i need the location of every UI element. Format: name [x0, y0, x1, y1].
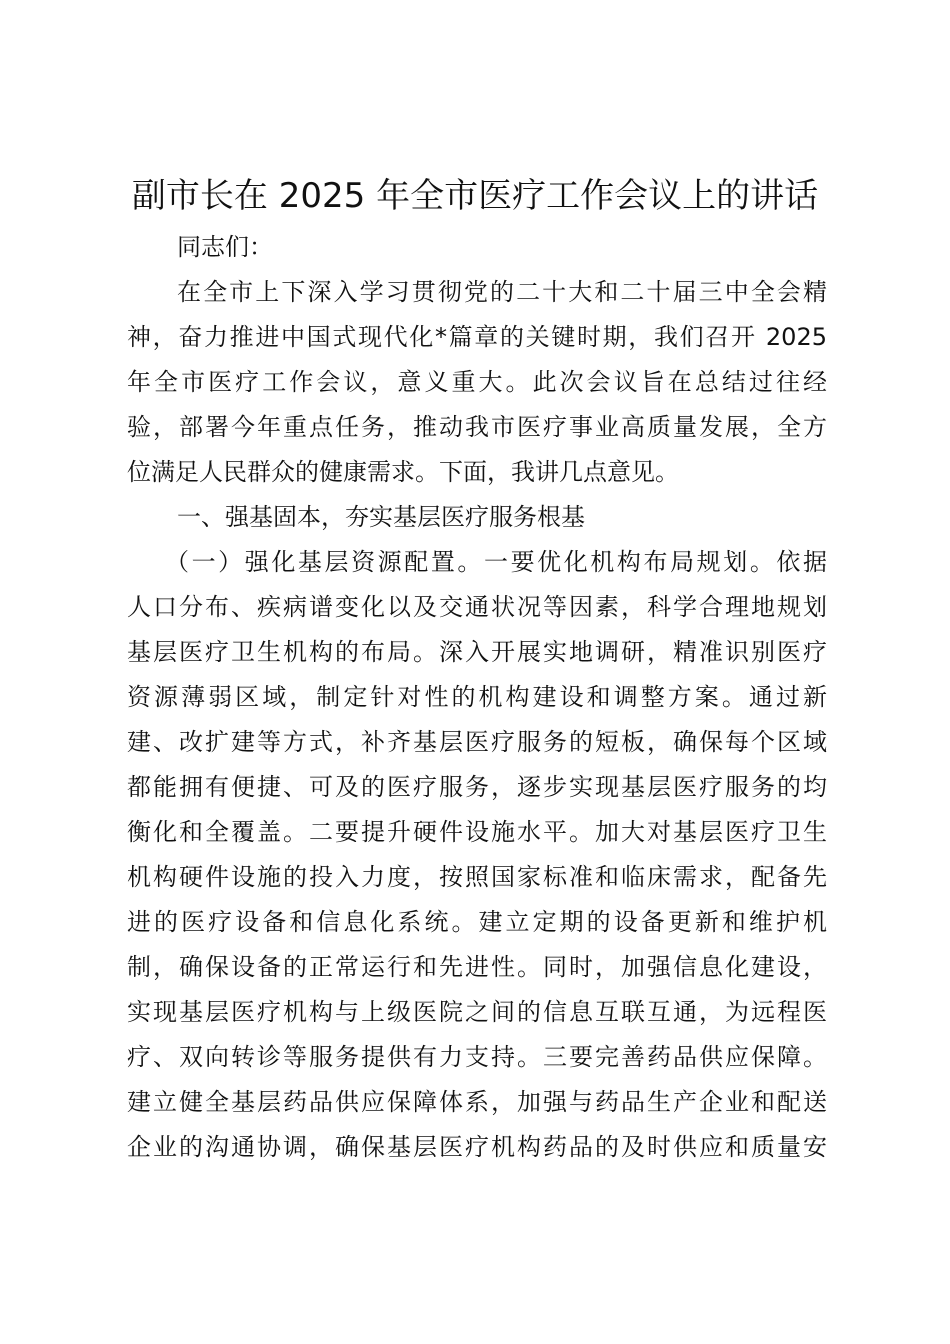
paragraph-line: 资源薄弱区域，制定针对性的机构建设和调整方案。通过新	[127, 683, 827, 711]
paragraph-line: 衡化和全覆盖。二要提升硬件设施水平。加大对基层医疗卫生	[127, 818, 827, 846]
paragraph-line: 制，确保设备的正常运行和先进性。同时，加强信息化建设，	[127, 953, 827, 981]
paragraph-line: 验，部署今年重点任务，推动我市医疗事业高质量发展，全方	[127, 413, 827, 441]
document-title: 副市长在 2025 年全市医疗工作会议上的讲话	[131, 176, 819, 216]
paragraph-line: 进的医疗设备和信息化系统。建立定期的设备更新和维护机	[127, 908, 827, 936]
paragraph-line: 年全市医疗工作会议，意义重大。此次会议旨在总结过往经	[127, 368, 827, 396]
subsection-paragraph	[127, 540, 827, 1170]
paragraph-line: 建立健全基层药品供应保障体系，加强与药品生产企业和配送	[127, 1088, 827, 1116]
intro-paragraph	[127, 270, 827, 495]
paragraph-line: 疗、双向转诊等服务提供有力支持。三要完善药品供应保障。	[127, 1043, 827, 1071]
paragraph-line: 位满足人民群众的健康需求。下面，我讲几点意见。	[127, 458, 679, 486]
section-heading: 一、强基固本，夯实基层医疗服务根基	[177, 503, 585, 531]
paragraph-line: 神，奋力推进中国式现代化*篇章的关键时期，我们召开 2025	[127, 323, 827, 351]
paragraph-line: 机构硬件设施的投入力度，按照国家标准和临床需求，配备先	[127, 863, 827, 891]
document-body	[127, 225, 827, 1170]
paragraph-line: 企业的沟通协调，确保基层医疗机构药品的及时供应和质量安	[127, 1133, 827, 1161]
paragraph-line: 建、改扩建等方式，补齐基层医疗服务的短板，确保每个区域	[127, 728, 827, 756]
paragraph-line: 基层医疗卫生机构的布局。深入开展实地调研，精准识别医疗	[127, 638, 827, 666]
paragraph-line: （一）强化基层资源配置。一要优化机构布局规划。依据	[165, 548, 827, 576]
paragraph-line: 在全市上下深入学习贯彻党的二十大和二十届三中全会精	[177, 278, 827, 306]
salutation: 同志们：	[177, 233, 273, 261]
paragraph-line: 都能拥有便捷、可及的医疗服务，逐步实现基层医疗服务的均	[127, 773, 827, 801]
paragraph-line: 人口分布、疾病谱变化以及交通状况等因素，科学合理地规划	[127, 593, 827, 621]
paragraph-line: 实现基层医疗机构与上级医院之间的信息互联互通，为远程医	[127, 998, 827, 1026]
